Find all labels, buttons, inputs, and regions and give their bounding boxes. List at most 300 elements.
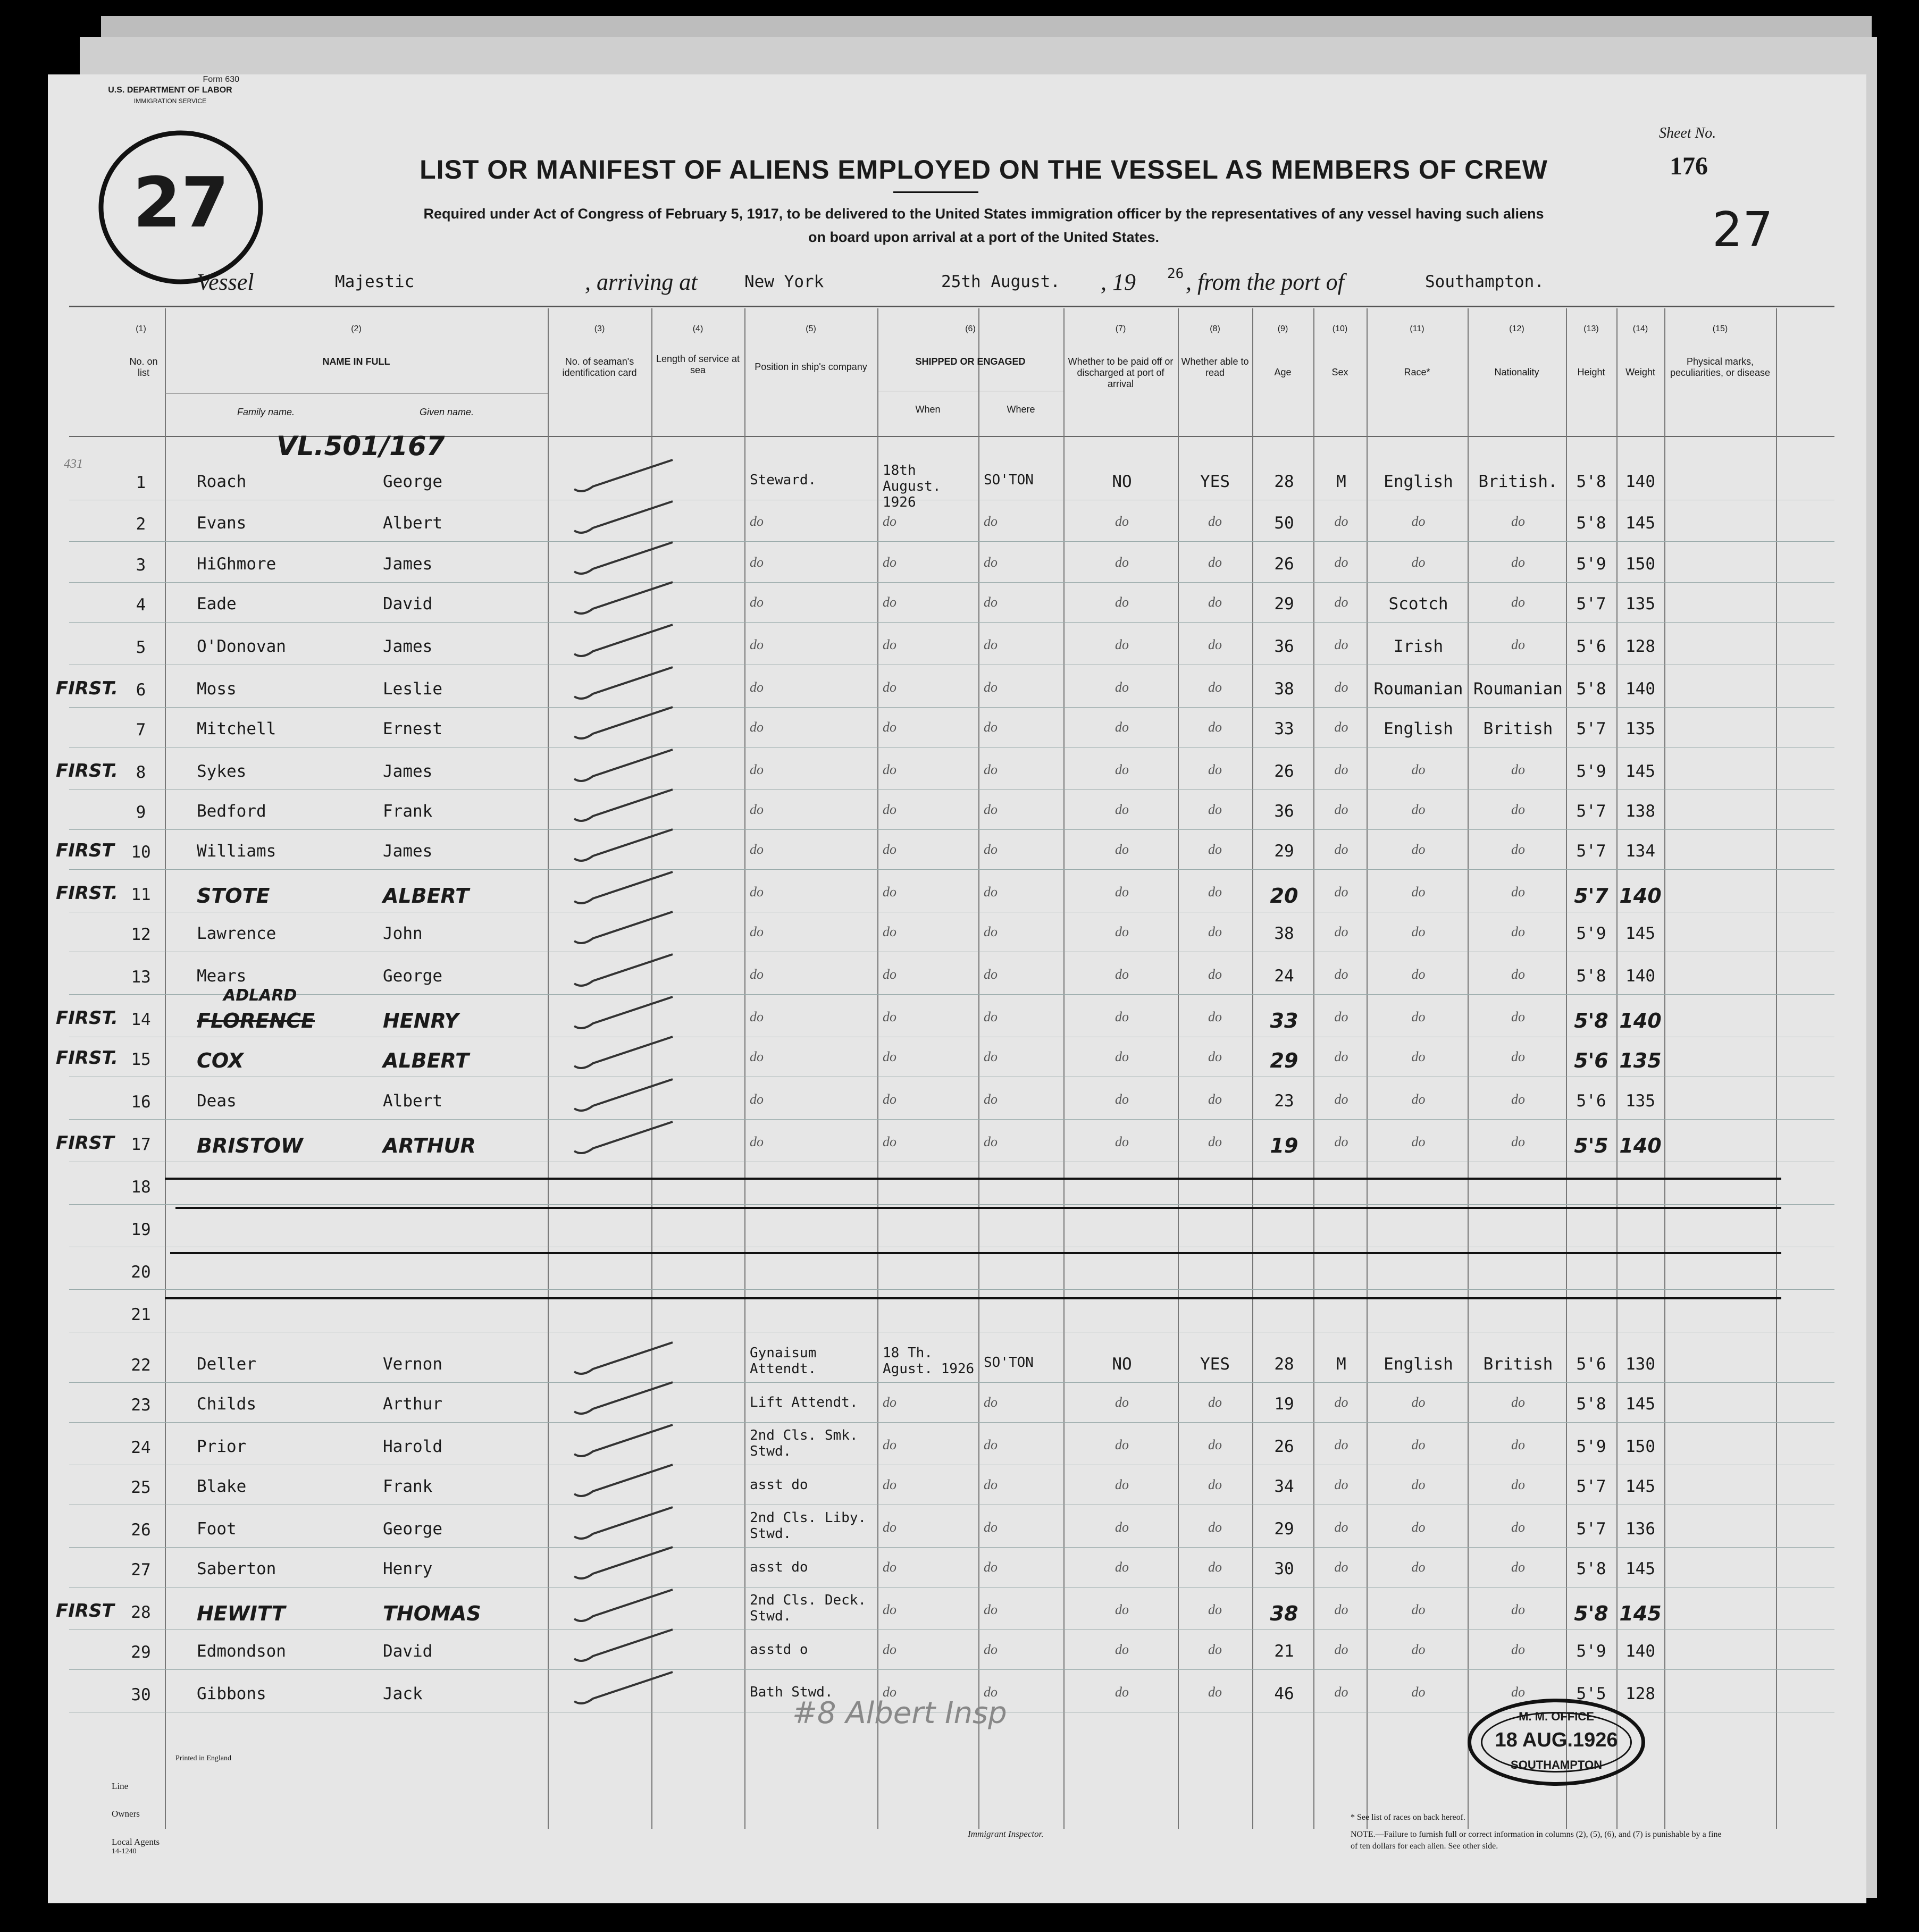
cell-read: do xyxy=(1208,1559,1222,1575)
cell-where: do xyxy=(984,555,998,570)
cell-given: Albert xyxy=(383,514,442,533)
cell-paid: do xyxy=(1115,967,1129,982)
cell-weight: 145 xyxy=(1625,924,1655,943)
header-no-on-list: No. on list xyxy=(129,356,158,378)
cell-age: 19 xyxy=(1270,1134,1298,1157)
cell-race: English xyxy=(1384,1355,1453,1374)
row-rule xyxy=(69,829,1834,830)
cell-sex: do xyxy=(1334,1684,1348,1700)
cell-read: YES xyxy=(1200,1355,1230,1374)
page-title: LIST OR MANIFEST OF ALIENS EMPLOYED ON THE VESSEL AS MEMBERS OF CREW xyxy=(420,155,1548,184)
cell-nationality: do xyxy=(1511,1134,1525,1149)
cell-given: Henry xyxy=(383,1559,433,1578)
cell-read: do xyxy=(1208,802,1222,817)
cell-weight: 140 xyxy=(1619,1134,1662,1157)
row-number: 11 xyxy=(131,885,151,904)
cell-given: Albert xyxy=(383,1091,442,1111)
cell-position: do xyxy=(750,594,764,610)
cell-nationality: do xyxy=(1511,1642,1525,1657)
cell-when: do xyxy=(883,1049,896,1064)
cell-given: ARTHUR xyxy=(383,1134,476,1157)
cell-given: ALBERT xyxy=(383,1049,470,1072)
row-number: 7 xyxy=(136,720,146,740)
row-rule xyxy=(69,869,1834,870)
cell-when: do xyxy=(883,637,896,652)
row-number: 9 xyxy=(136,803,146,822)
cell-family: Roach xyxy=(197,472,247,491)
cell-height: 5'8 xyxy=(1574,1009,1608,1032)
header-when: When xyxy=(915,404,941,415)
cell-paid: do xyxy=(1115,1009,1129,1024)
cell-height: 5'7 xyxy=(1576,1477,1606,1496)
row-number: 16 xyxy=(131,1093,151,1112)
cell-sex: do xyxy=(1334,762,1348,777)
cell-age: 26 xyxy=(1274,762,1294,781)
cell-race: do xyxy=(1411,1519,1426,1535)
service: IMMIGRATION SERVICE xyxy=(133,97,207,105)
cell-position: do xyxy=(750,637,764,652)
cell-nationality: do xyxy=(1511,924,1525,939)
row-rule xyxy=(69,541,1834,542)
cell-position: do xyxy=(750,1049,764,1064)
cell-family: Deas xyxy=(197,1091,237,1111)
strike-line-21 xyxy=(165,1297,1781,1299)
row-rule xyxy=(69,622,1834,623)
cell-age: 20 xyxy=(1270,884,1298,908)
cell-family: COX xyxy=(197,1049,244,1072)
cell-family: Moss xyxy=(197,679,237,699)
cell-where: do xyxy=(984,1602,998,1617)
cell-weight: 140 xyxy=(1625,679,1655,699)
cell-age: 46 xyxy=(1274,1684,1294,1703)
cell-height: 5'8 xyxy=(1574,1602,1608,1625)
row-number: 25 xyxy=(131,1478,151,1497)
cell-age: 33 xyxy=(1270,1009,1298,1032)
vessel-name: Majestic xyxy=(335,272,415,291)
id-card-check-icon xyxy=(572,747,678,789)
id-card-check-icon xyxy=(572,1422,678,1465)
cell-paid: do xyxy=(1115,802,1129,817)
cell-sex: do xyxy=(1334,1559,1348,1575)
row-rule xyxy=(69,1289,1834,1290)
cell-given: Harold xyxy=(383,1437,442,1456)
cell-paid: do xyxy=(1115,842,1129,857)
cell-paid: do xyxy=(1115,924,1129,939)
cell-read: do xyxy=(1208,1602,1222,1617)
header-given-name: Given name. xyxy=(419,407,474,417)
id-card-check-icon xyxy=(572,1077,678,1119)
cell-age: 36 xyxy=(1274,637,1294,656)
subtitle xyxy=(271,202,1696,249)
cell-where: do xyxy=(984,594,998,610)
cell-sex: do xyxy=(1334,1519,1348,1535)
cell-when: do xyxy=(883,555,896,570)
col-no-3: (3) xyxy=(594,324,605,333)
row-number: 15 xyxy=(131,1050,151,1069)
name-correction: ADLARD xyxy=(223,986,297,1005)
cell-nationality: do xyxy=(1511,555,1525,570)
cell-race: do xyxy=(1411,842,1426,857)
cell-read: do xyxy=(1208,679,1222,695)
row-number: 3 xyxy=(136,556,146,575)
cell-weight: 140 xyxy=(1619,884,1662,908)
col-no-6: (6) xyxy=(965,324,976,333)
cell-age: 21 xyxy=(1274,1642,1294,1661)
cell-given: Vernon xyxy=(383,1355,442,1374)
cell-where: do xyxy=(984,1684,998,1700)
cell-weight: 128 xyxy=(1625,1684,1655,1703)
cell-where: do xyxy=(984,884,998,900)
cell-sex: M xyxy=(1336,1355,1346,1374)
row-rule xyxy=(69,1547,1834,1548)
cell-sex: do xyxy=(1334,719,1348,735)
cell-paid: do xyxy=(1115,1437,1129,1452)
cell-family: Deller xyxy=(197,1355,256,1374)
cell-sex: M xyxy=(1336,472,1346,491)
cell-age: 26 xyxy=(1274,1437,1294,1456)
header-name-in-full: NAME IN FULL xyxy=(322,356,390,367)
cell-race: do xyxy=(1411,1134,1426,1149)
cell-race: do xyxy=(1411,514,1426,529)
cell-where: do xyxy=(984,762,998,777)
cell-read: do xyxy=(1208,637,1222,652)
cell-nationality: do xyxy=(1511,1519,1525,1535)
year-suffix: 26 xyxy=(1167,266,1184,282)
cell-family: Childs xyxy=(197,1395,256,1414)
form-header xyxy=(101,74,239,106)
cell-read: do xyxy=(1208,884,1222,900)
cell-sex: do xyxy=(1334,924,1348,939)
cell-when: do xyxy=(883,884,896,900)
id-card-check-icon xyxy=(572,869,678,912)
cell-where: do xyxy=(984,1395,998,1410)
cell-age: 26 xyxy=(1274,555,1294,574)
cell-read: do xyxy=(1208,514,1222,529)
row-rule xyxy=(69,1382,1834,1383)
row-number: 18 xyxy=(131,1178,151,1197)
cell-sex: do xyxy=(1334,1395,1348,1410)
col-no-5: (5) xyxy=(806,324,816,333)
id-card-check-icon xyxy=(572,994,678,1037)
cell-given: Frank xyxy=(383,1477,433,1496)
cell-position: asst do xyxy=(750,1559,808,1575)
row-rule xyxy=(69,582,1834,583)
cell-age: 29 xyxy=(1274,842,1294,861)
cell-given: David xyxy=(383,1642,433,1661)
header-shipped: SHIPPED OR ENGAGED xyxy=(915,356,1026,367)
cell-family: Bedford xyxy=(197,802,266,821)
row-number: 4 xyxy=(136,595,146,615)
header-age: Age xyxy=(1274,367,1292,377)
cell-weight: 150 xyxy=(1625,1437,1655,1456)
cell-weight: 145 xyxy=(1625,1559,1655,1578)
row-number: 19 xyxy=(131,1220,151,1239)
row-number: 29 xyxy=(131,1643,151,1662)
cell-race: Irish xyxy=(1393,637,1444,656)
cell-sex: do xyxy=(1334,967,1348,982)
row-number: 22 xyxy=(131,1356,151,1375)
cell-position: Bath Stwd. xyxy=(750,1684,833,1700)
cell-height: 5'7 xyxy=(1576,842,1606,861)
cell-given: David xyxy=(383,594,433,614)
first-class-mark: FIRST. xyxy=(56,1007,118,1029)
sheet-label: Sheet No. xyxy=(1659,125,1716,141)
id-card-check-icon xyxy=(572,622,678,665)
annotation-number: 27 xyxy=(133,162,229,243)
row-number: 12 xyxy=(131,925,151,944)
cell-nationality: do xyxy=(1511,762,1525,777)
cell-position: do xyxy=(750,842,764,857)
cell-height: 5'9 xyxy=(1576,1642,1606,1661)
cell-family: Evans xyxy=(197,514,247,533)
id-card-check-icon xyxy=(572,499,678,541)
cell-nationality: British xyxy=(1483,1355,1553,1374)
cell-nationality: do xyxy=(1511,842,1525,857)
cell-given: James xyxy=(383,637,433,656)
subtitle-line-2: on board upon arrival at a port of the United States. xyxy=(808,229,1160,245)
cell-when: do xyxy=(883,1642,896,1657)
cell-nationality: do xyxy=(1511,1559,1525,1575)
cell-read: do xyxy=(1208,1049,1222,1064)
row-number: 28 xyxy=(131,1603,151,1622)
cell-age: 19 xyxy=(1274,1395,1294,1414)
cell-weight: 140 xyxy=(1625,967,1655,986)
cell-given: James xyxy=(383,842,433,861)
cell-read: do xyxy=(1208,1519,1222,1535)
header-where: Where xyxy=(1007,404,1035,415)
cell-race: do xyxy=(1411,967,1426,982)
cell-read: do xyxy=(1208,1477,1222,1492)
cell-race: English xyxy=(1384,719,1453,738)
cell-race: do xyxy=(1411,1395,1426,1410)
cell-paid: do xyxy=(1115,884,1129,900)
subtitle-line-1: Required under Act of Congress of February 5, 1917, to be delivered to the United States immigration officer by the representatives of any vessel having such aliens xyxy=(423,206,1544,222)
row-rule xyxy=(69,1119,1834,1120)
cell-when: do xyxy=(883,1602,896,1617)
cell-family: Edmondson xyxy=(197,1642,286,1661)
cell-given: George xyxy=(383,1519,442,1539)
cell-age: 29 xyxy=(1274,594,1294,614)
cell-paid: do xyxy=(1115,1519,1129,1535)
row-number: 10 xyxy=(131,843,151,862)
cell-paid: do xyxy=(1115,679,1129,695)
footer-code: 14-1240 xyxy=(112,1847,137,1855)
cell-nationality: do xyxy=(1511,1477,1525,1492)
cell-when: 18 Th. Agust. 1926 xyxy=(883,1345,975,1377)
cell-nationality: do xyxy=(1511,1437,1525,1452)
row-number: 1 xyxy=(136,473,146,492)
cell-where: do xyxy=(984,679,998,695)
cell-weight: 136 xyxy=(1625,1519,1655,1539)
cell-race: do xyxy=(1411,1602,1426,1617)
cell-when: do xyxy=(883,802,896,817)
cell-where: do xyxy=(984,1009,998,1024)
cell-age: 33 xyxy=(1274,719,1294,738)
id-card-check-icon xyxy=(572,1544,678,1587)
col-no-1: (1) xyxy=(136,324,146,333)
first-class-mark: FIRST. xyxy=(56,678,118,699)
cell-read: do xyxy=(1208,719,1222,735)
cell-where: do xyxy=(984,1437,998,1452)
id-card-check-icon xyxy=(572,457,678,500)
first-class-mark: FIRST. xyxy=(56,760,118,782)
cell-nationality: do xyxy=(1511,514,1525,529)
id-card-check-icon xyxy=(572,1587,678,1629)
year-prefix: , 19 xyxy=(1101,269,1136,295)
cell-read: do xyxy=(1208,1009,1222,1024)
col-no-7: (7) xyxy=(1115,324,1126,333)
col-no-15: (15) xyxy=(1712,324,1728,333)
cell-height: 5'7 xyxy=(1576,1519,1606,1539)
cell-when: do xyxy=(883,514,896,529)
cell-sex: do xyxy=(1334,884,1348,900)
cell-position: 2nd Cls. Deck. Stwd. xyxy=(750,1592,867,1624)
cell-family: Foot xyxy=(197,1519,237,1539)
cell-family: Prior xyxy=(197,1437,247,1456)
cell-height: 5'9 xyxy=(1576,762,1606,781)
row-number: 6 xyxy=(136,681,146,700)
cell-when: do xyxy=(883,1009,896,1024)
cell-paid: do xyxy=(1115,719,1129,735)
cell-sex: do xyxy=(1334,842,1348,857)
bottom-note: #8 Albert Insp xyxy=(792,1696,1007,1731)
cell-nationality: do xyxy=(1511,1395,1525,1410)
cell-nationality: do xyxy=(1511,802,1525,817)
cell-age: 38 xyxy=(1274,924,1294,943)
cell-sex: do xyxy=(1334,802,1348,817)
cell-height: 5'7 xyxy=(1576,594,1606,614)
cell-nationality: do xyxy=(1511,594,1525,610)
cell-given: Jack xyxy=(383,1684,423,1703)
cell-race: do xyxy=(1411,1009,1426,1024)
cell-paid: do xyxy=(1115,1134,1129,1149)
id-card-check-icon xyxy=(572,1462,678,1505)
cell-read: do xyxy=(1208,1684,1222,1700)
id-card-check-icon xyxy=(572,1505,678,1547)
cell-nationality: do xyxy=(1511,884,1525,900)
cell-weight: 135 xyxy=(1625,719,1655,738)
col-no-8: (8) xyxy=(1210,324,1220,333)
cell-sex: do xyxy=(1334,1477,1348,1492)
id-card-check-icon xyxy=(572,1627,678,1669)
cell-paid: NO xyxy=(1112,1355,1132,1374)
cell-nationality: do xyxy=(1511,967,1525,982)
header-height: Height xyxy=(1577,367,1605,377)
cell-read: do xyxy=(1208,842,1222,857)
cell-where: do xyxy=(984,1559,998,1575)
cell-weight: 145 xyxy=(1619,1602,1662,1625)
col-no-10: (10) xyxy=(1332,324,1348,333)
row-number: 23 xyxy=(131,1396,151,1415)
cell-paid: do xyxy=(1115,637,1129,652)
cell-weight: 135 xyxy=(1625,1091,1655,1111)
cell-family: Gibbons xyxy=(197,1684,266,1703)
races-note: * See list of races on back hereof. xyxy=(1351,1813,1465,1822)
row-number: 21 xyxy=(131,1305,151,1324)
cell-when: do xyxy=(883,1684,896,1700)
cell-where: do xyxy=(984,1091,998,1107)
cell-where: SO'TON xyxy=(984,472,1034,488)
cell-height: 5'6 xyxy=(1576,1091,1606,1111)
cell-weight: 140 xyxy=(1625,1642,1655,1661)
cell-height: 5'9 xyxy=(1576,924,1606,943)
cell-sex: do xyxy=(1334,594,1348,610)
cell-paid: do xyxy=(1115,1602,1129,1617)
row-number: 17 xyxy=(131,1135,151,1154)
header-paid-off: Whether to be paid off or discharged at port of arrival xyxy=(1068,356,1174,389)
cell-position: do xyxy=(750,802,764,817)
cell-family: Williams xyxy=(197,842,276,861)
cell-nationality: British xyxy=(1483,719,1553,738)
cell-height: 5'7 xyxy=(1576,719,1606,738)
cell-read: YES xyxy=(1200,472,1230,491)
cell-read: do xyxy=(1208,1395,1222,1410)
vessel-label: Vessel xyxy=(197,269,254,295)
margin-note-top: 431 xyxy=(64,457,83,471)
cell-weight: 128 xyxy=(1625,637,1655,656)
cell-read: do xyxy=(1208,594,1222,610)
cell-when: do xyxy=(883,1395,896,1410)
cell-race: Scotch xyxy=(1388,594,1448,614)
cell-read: do xyxy=(1208,924,1222,939)
cell-sex: do xyxy=(1334,1134,1348,1149)
cell-height: 5'8 xyxy=(1576,514,1606,533)
col-no-14: (14) xyxy=(1632,324,1648,333)
cell-position: asst do xyxy=(750,1477,808,1493)
manifest-sheet xyxy=(48,74,1866,1903)
cell-position: do xyxy=(750,924,764,939)
cell-nationality: do xyxy=(1511,1049,1525,1064)
cell-where: do xyxy=(984,514,998,529)
cell-height: 5'6 xyxy=(1576,637,1606,656)
cell-race: do xyxy=(1411,802,1426,817)
cell-race: do xyxy=(1411,1559,1426,1575)
table-top-border xyxy=(69,306,1834,307)
cell-family: Blake xyxy=(197,1477,247,1496)
cell-sex: do xyxy=(1334,1642,1348,1657)
cell-age: 28 xyxy=(1274,1355,1294,1374)
cell-race: do xyxy=(1411,762,1426,777)
cell-sex: do xyxy=(1334,514,1348,529)
cell-given: Ernest xyxy=(383,719,442,738)
col-no-4: (4) xyxy=(692,324,703,333)
sheet-number: 176 xyxy=(1670,152,1708,180)
cell-weight: 134 xyxy=(1625,842,1655,861)
cell-weight: 145 xyxy=(1625,1477,1655,1496)
cell-when: do xyxy=(883,1091,896,1107)
id-card-check-icon xyxy=(572,1669,678,1712)
cell-family: Mears xyxy=(197,967,247,986)
cell-when: do xyxy=(883,679,896,695)
cell-weight: 145 xyxy=(1625,1395,1655,1414)
row-rule xyxy=(69,1629,1834,1630)
cell-position: Lift Attendt. xyxy=(750,1395,858,1410)
header-family-name: Family name. xyxy=(237,407,295,417)
cell-given: Arthur xyxy=(383,1395,442,1414)
cell-age: 29 xyxy=(1270,1049,1298,1072)
printed-note: Printed in England xyxy=(175,1754,231,1762)
cell-height: 5'8 xyxy=(1576,472,1606,491)
header-length-service: Length of service at sea xyxy=(656,354,740,375)
header-race: Race* xyxy=(1404,367,1430,377)
cell-race: do xyxy=(1411,1642,1426,1657)
cell-race: do xyxy=(1411,1049,1426,1064)
cell-family: Sykes xyxy=(197,762,247,781)
cell-family: HiGhmore xyxy=(197,555,276,574)
cell-age: 30 xyxy=(1274,1559,1294,1578)
inspector-label: Immigrant Inspector. xyxy=(968,1829,1044,1839)
cell-age: 34 xyxy=(1274,1477,1294,1496)
